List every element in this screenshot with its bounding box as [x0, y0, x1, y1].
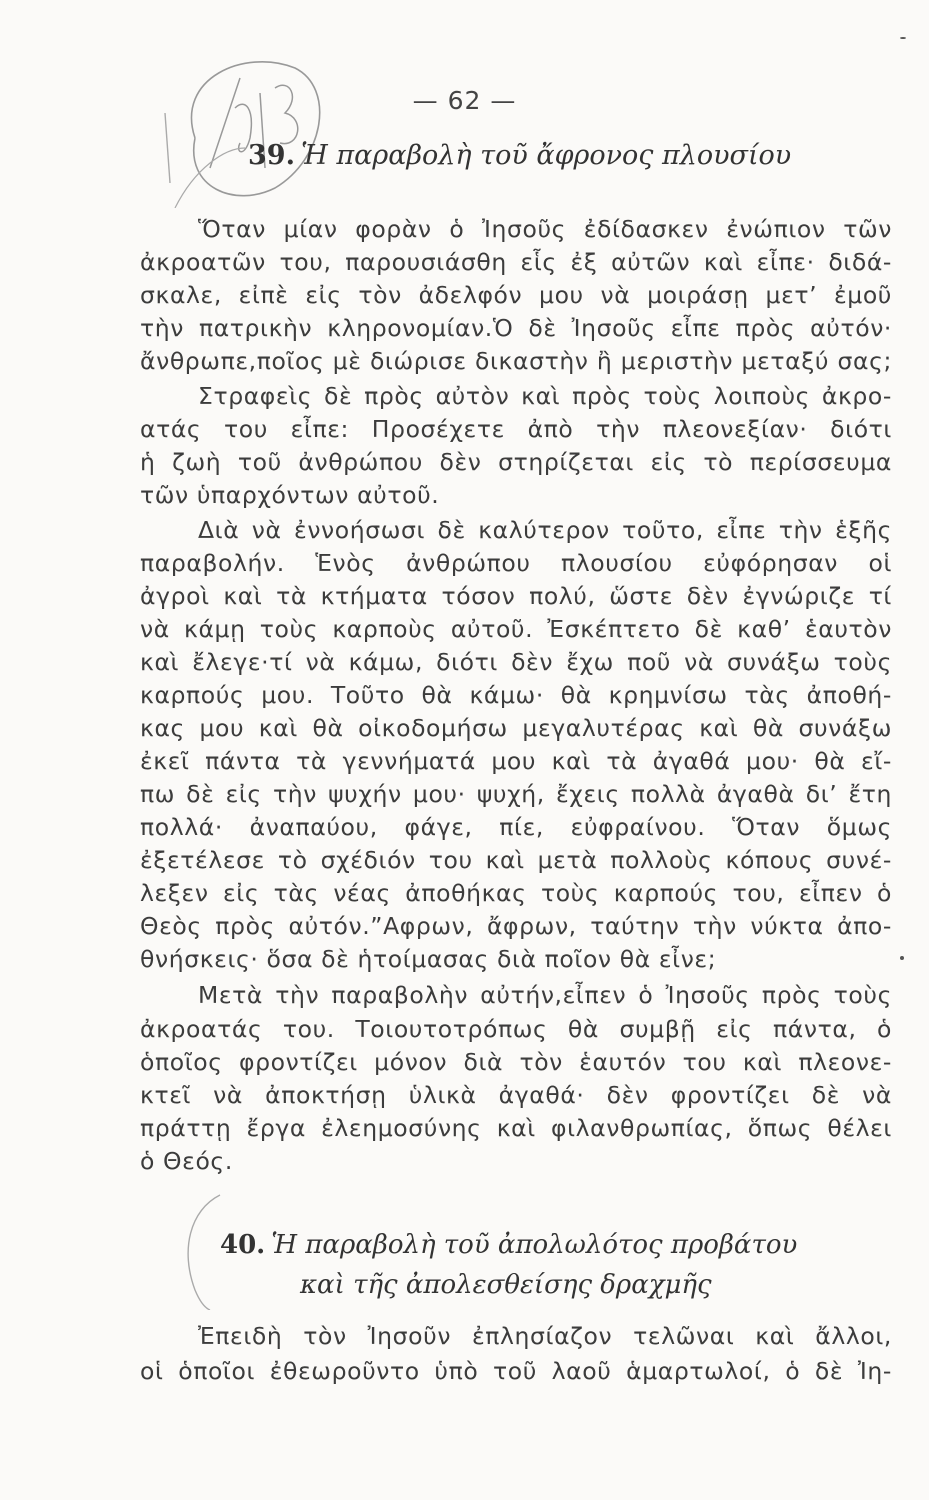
page-number: — 62 —: [412, 86, 517, 115]
text-line: κτεῖ νὰ ἀποκτήσῃ ὑλικὰ ἀγαθά· δὲν φροντίζει δὲ νὰ: [140, 1081, 892, 1109]
section-40-title-line2: καὶ τῆς ἀπολεσθείσης δραχμῆς: [300, 1270, 712, 1300]
text-line: λεξεν εἰς τὰς νέας ἀποθήκας τοὺς καρπούς του, εἶπεν ὁ: [140, 879, 892, 907]
text-line: Στραφεὶς δὲ πρὸς αὐτὸν καὶ πρὸς τοὺς λοιποὺς ἀκρο-: [198, 382, 892, 410]
text-line: Διὰ νὰ ἐννοήσωσι δὲ καλύτερον τοῦτο, εἶπε τὴν ἑξῆς: [198, 516, 892, 544]
text-line: οἱ ὁποῖοι ἐθεωροῦντο ὑπὸ τοῦ λαοῦ ἁμαρτωλοί, ὁ δὲ Ἰη-: [140, 1357, 892, 1385]
section-40-title-line1: Ἡ παραβολὴ τοῦ ἀπολωλότος προβάτου: [271, 1230, 798, 1260]
text-line: ἡ ζωὴ τοῦ ἀνθρώπου δὲν στηρίζεται εἰς τὸ περίσσευμα: [140, 448, 892, 476]
section-39-heading: [248, 140, 791, 171]
text-line: τῶν ὑπαρχόντων αὐτοῦ.: [140, 481, 440, 509]
section-40-number: 40.: [220, 1230, 266, 1260]
scan-speck: [900, 956, 904, 960]
text-line: νὰ κάμῃ τοὺς καρποὺς αὐτοῦ. Ἐσκέπτετο δὲ καθ’ ἑαυτὸν: [140, 615, 892, 643]
text-line: Ὅταν μίαν φορὰν ὁ Ἰησοῦς ἐδίδασκεν ἐνώπιον τῶν: [198, 215, 892, 243]
pencil-date-annotation: [135, 38, 345, 208]
text-line: σκαλε, εἰπὲ εἰς τὸν ἀδελφόν μου νὰ μοιράσῃ μετ’ ἐμοῦ: [140, 281, 892, 309]
text-line: ὁποῖος φροντίζει μόνον διὰ τὸν ἑαυτόν του καὶ πλεονε-: [140, 1048, 892, 1076]
text-line: καὶ ἔλεγε·τί νὰ κάμω, διότι δὲν ἔχω ποῦ νὰ συνάξω τοὺς: [140, 648, 892, 676]
text-line: τὴν πατρικὴν κληρονομίαν.Ὁ δὲ Ἰησοῦς εἶπε πρὸς αὐτόν·: [140, 314, 892, 342]
text-line: ἐξετέλεσε τὸ σχέδιόν του καὶ μετὰ πολλοὺς κόπους συνέ-: [140, 846, 892, 874]
text-line: καρπούς μου. Τοῦτο θὰ κάμω· θὰ κρημνίσω τὰς ἀποθή-: [140, 681, 892, 709]
text-line: πολλά· ἀναπαύου, φάγε, πίε, εὐφραίνου. Ὅταν ὅμως: [140, 813, 892, 841]
text-line: ἀκροατῶν του, παρουσιάσθη εἷς ἐξ αὐτῶν καὶ εἶπε· διδά-: [140, 248, 892, 276]
text-line: ατάς του εἶπε: Προσέχετε ἀπὸ τὴν πλεονεξίαν· διότι: [140, 415, 892, 443]
section-40-heading: [220, 1225, 830, 1305]
scan-speck: [900, 37, 906, 39]
section-39-title: Ἡ παραβολὴ τοῦ ἄφρονος πλουσίου: [300, 140, 792, 171]
text-line: κας μου καὶ θὰ οἰκοδομήσω μεγαλυτέρας καὶ θὰ συνάξω: [140, 714, 892, 742]
text-line: πω δὲ εἰς τὴν ψυχήν μου· ψυχή, ἔχεις πολλὰ ἀγαθὰ δι’ ἔτη: [140, 780, 892, 808]
text-line: ὁ Θεός.: [140, 1147, 233, 1175]
text-line: Μετὰ τὴν παραβολὴν αὐτήν,εἶπεν ὁ Ἰησοῦς πρὸς τοὺς: [198, 981, 892, 1009]
text-line: ἄνθρωπε,ποῖος μὲ διώρισε δικαστὴν ἢ μεριστὴν μεταξύ σας;: [140, 347, 892, 375]
text-line: πράττῃ ἔργα ἐλεημοσύνης καὶ φιλανθρωπίας, ὅπως θέλει: [140, 1114, 892, 1142]
text-line: θνήσκεις· ὅσα δὲ ἡτοίμασας διὰ ποῖον θὰ εἶνε;: [140, 945, 717, 973]
text-line: ἀκροατάς του. Τοιουτοτρόπως θὰ συμβῇ εἰς πάντα, ὁ: [140, 1015, 892, 1043]
text-line: Θεὸς πρὸς αὐτόν.”Αφρων, ἄφρων, ταύτην τὴν νύκτα ἀπο-: [140, 912, 892, 940]
text-line: ἀγροὶ καὶ τὰ κτήματα τόσον πολύ, ὥστε δὲν ἐγνώριζε τί: [140, 582, 892, 610]
section-39-number: 39.: [248, 140, 295, 171]
text-line: Ἐπειδὴ τὸν Ἰησοῦν ἐπλησίαζον τελῶναι καὶ ἄλλοι,: [198, 1322, 892, 1350]
text-line: ἐκεῖ πάντα τὰ γεννήματά μου καὶ τὰ ἀγαθά μου· θὰ εἴ-: [140, 747, 892, 775]
text-line: παραβολήν. Ἑνὸς ἀνθρώπου πλουσίου εὐφόρησαν οἱ: [140, 549, 892, 577]
